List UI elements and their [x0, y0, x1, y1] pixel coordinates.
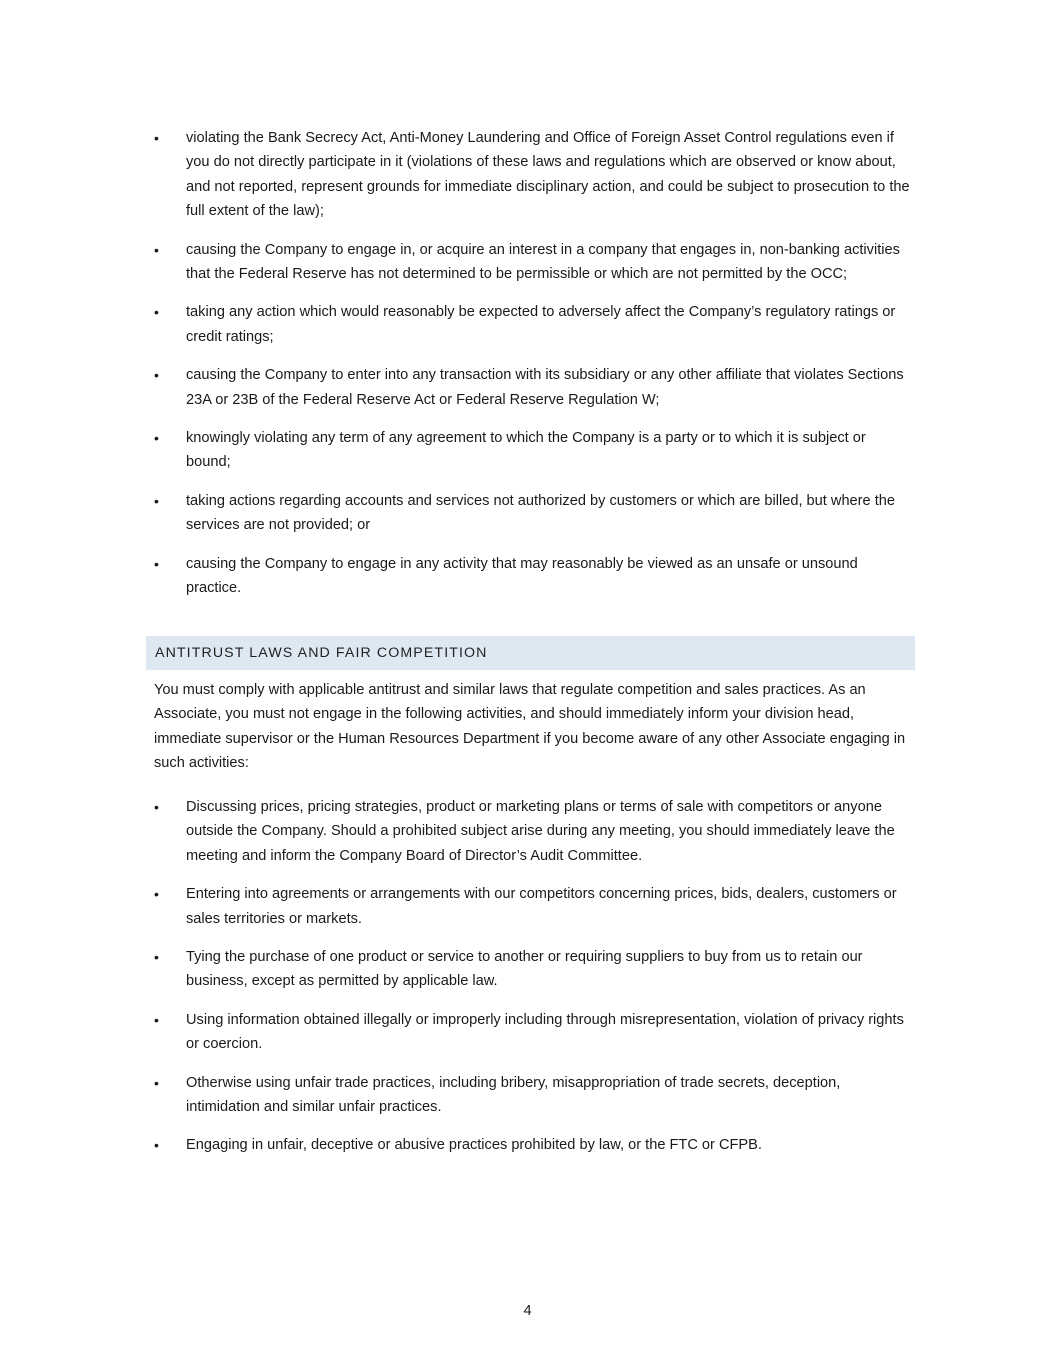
bullet-icon: • — [154, 799, 159, 815]
section-intro-paragraph: You must comply with applicable antitrust and similar laws that regulate competition and sales practices. As an Associate, you must not engage in the following activities, and should immediately inform your division head, immediate supervisor or the Human Resources Department if you become aware of any other Associate engaging in such activities: — [154, 682, 906, 772]
bullet-icon: • — [154, 949, 159, 966]
list-item — [152, 363, 912, 412]
bullet-icon: • — [154, 367, 159, 384]
list-item-text: Entering into agreements or arrangements with our competitors concerning prices, bids, dealers, customers or sales territories or markets. — [186, 886, 897, 927]
list-item-text: Tying the purchase of one product or service to another or requiring suppliers to buy from us to retain our business, except as permitted by applicable law. — [186, 949, 863, 990]
list-item — [152, 426, 912, 475]
list-item — [152, 882, 912, 931]
bullet-icon: • — [154, 1011, 159, 1028]
bullet-icon: • — [154, 241, 159, 258]
list-item — [152, 238, 912, 287]
list-item-text: taking actions regarding accounts and services not authorized by customers or which are billed, but where the services are not provided; or — [186, 492, 895, 534]
bullet-icon: • — [154, 555, 159, 572]
bullet-icon: • — [154, 886, 159, 903]
page-number: 4 — [523, 1303, 532, 1319]
list-item-text: violating the Bank Secrecy Act, Anti-Money Laundering and Office of Foreign Asset Control regulations even if you do not directly participate in it (violations of these laws and regulations which are observed or know about, and not reported, represent grounds for immediate disciplinary action, and could be subject to prosecution to the full extent of the law); — [186, 130, 910, 220]
list-item — [152, 552, 912, 601]
list-item — [152, 1008, 912, 1057]
bullet-icon: • — [154, 130, 159, 146]
list-item — [152, 795, 912, 868]
list-item-text: causing the Company to enter into any transaction with its subsidiary or any other affiliate that violates Sections 23A or 23B of the Federal Reserve Act or Federal Reserve Regulation W; — [186, 367, 904, 408]
list-item-text: causing the Company to engage in, or acquire an interest in a company that engages in, non-banking activities that the Federal Reserve has not determined to be permissible or which are not permitted by the OCC; — [186, 241, 900, 283]
list-item — [152, 126, 912, 224]
list-item — [152, 1071, 912, 1120]
prohibited-activities-list — [152, 126, 912, 615]
bullet-icon: • — [154, 1074, 159, 1091]
list-item-text: Otherwise using unfair trade practices, including bribery, misappropriation of trade secrets, deception, intimidation and similar unfair practices. — [186, 1074, 841, 1116]
list-item-text: causing the Company to engage in any activity that may reasonably be viewed as an unsafe or unsound practice. — [186, 555, 858, 597]
list-item-text: Engaging in unfair, deceptive or abusive practices prohibited by law, or the FTC or CFPB. — [186, 1137, 762, 1154]
list-item-text: Using information obtained illegally or improperly including through misrepresentation, violation of privacy rights or coercion. — [186, 1011, 904, 1053]
list-item-text: taking any action which would reasonably be expected to adversely affect the Company’s regulatory ratings or credit ratings; — [186, 304, 896, 345]
antitrust-activities-list — [152, 795, 912, 1172]
list-item — [152, 300, 912, 349]
list-item-text: Discussing prices, pricing strategies, product or marketing plans or terms of sale with competitors or anyone outside the Company. Should a prohibited subject arise during any meeting, you should immediately leave the meeting and inform the Company Board of Director’s Audit Committee. — [186, 799, 895, 864]
section-heading-antitrust: ANTITRUST LAWS AND FAIR COMPETITION — [146, 636, 915, 670]
bullet-icon: • — [154, 1137, 159, 1154]
list-item — [152, 945, 912, 994]
list-item — [152, 489, 912, 538]
bullet-icon: • — [154, 304, 159, 321]
bullet-icon: • — [154, 492, 159, 509]
bullet-icon: • — [154, 430, 159, 447]
list-item — [152, 1133, 912, 1157]
list-item-text: knowingly violating any term of any agreement to which the Company is a party or to which it is subject or bound; — [186, 430, 866, 471]
